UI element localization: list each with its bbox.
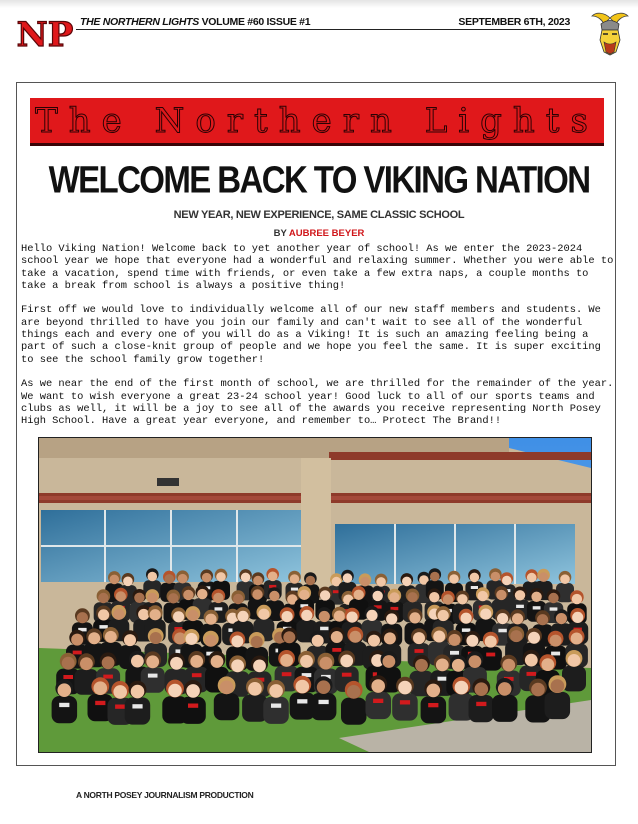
article-byline <box>0 228 638 239</box>
shirt-logo <box>63 675 73 679</box>
student-face <box>398 681 412 695</box>
article-paragraph: First off we would love to individually welcome all of our new staff members and students. We are beyond thrilled to have you join our family and can't wait to see all of the wonderful things each and every one of you will do as a Viking! It is such an amazing feeling being a part of such a close-knit group of people and we hope you feel the same. It is super exciting to see the school family grow together! <box>21 304 601 366</box>
student-face <box>205 635 217 647</box>
student-face <box>98 593 108 603</box>
student-face <box>123 577 133 587</box>
student-body <box>125 697 151 724</box>
group-photo <box>38 437 592 753</box>
student-face <box>280 654 293 667</box>
student-face <box>371 679 385 693</box>
shirt-logo <box>373 699 383 703</box>
student-face <box>211 655 224 668</box>
student-face <box>131 685 145 699</box>
masthead-title: The Northern Lights <box>35 100 599 141</box>
student-face <box>347 685 361 699</box>
student-face <box>187 610 198 621</box>
shirt-logo <box>99 625 107 629</box>
student-face <box>233 594 243 604</box>
student-face <box>340 655 353 668</box>
student-body <box>492 695 518 722</box>
student-face <box>301 610 312 621</box>
shirt-logo <box>551 652 560 656</box>
student-face <box>237 611 248 622</box>
student-face <box>77 612 88 623</box>
student-face <box>173 611 184 622</box>
student-face <box>269 591 279 601</box>
shirt-logo <box>282 672 292 676</box>
student-face <box>551 679 565 693</box>
student-face <box>213 593 223 603</box>
student-face <box>455 681 469 695</box>
group-photo-image <box>39 438 591 752</box>
student-face <box>58 683 72 697</box>
shirt-logo <box>471 586 478 589</box>
student-face <box>105 631 117 643</box>
shirt-logo <box>332 648 341 652</box>
student-face <box>148 572 158 582</box>
student-body <box>366 692 392 719</box>
student-face <box>539 572 549 582</box>
shirt-logo <box>73 651 82 655</box>
student-face <box>317 680 331 694</box>
student-face <box>165 574 175 584</box>
student-face <box>62 657 75 670</box>
student-face <box>248 682 262 696</box>
shirt-logo <box>103 675 113 679</box>
student-face <box>131 655 144 668</box>
np-logo-icon <box>16 14 74 55</box>
student-face <box>407 592 417 602</box>
student-face <box>376 577 386 587</box>
student-face <box>389 592 399 602</box>
student-face <box>116 591 126 601</box>
student-face <box>268 572 278 582</box>
shirt-logo <box>476 702 486 706</box>
student-face <box>202 573 212 583</box>
student-face <box>527 573 537 583</box>
student-body <box>421 696 447 723</box>
student-face <box>146 655 159 668</box>
student-face <box>541 658 554 671</box>
student-face <box>560 574 570 584</box>
shirt-logo <box>527 672 537 676</box>
header-divider <box>76 29 570 30</box>
student-face <box>497 613 508 624</box>
student-face <box>548 593 558 603</box>
shirt-logo <box>486 653 495 657</box>
shirt-logo <box>438 677 448 681</box>
student-face <box>124 634 136 646</box>
student-face <box>150 632 162 644</box>
shirt-logo <box>342 673 352 677</box>
student-body <box>545 692 571 719</box>
student-face <box>183 590 193 600</box>
student-face <box>331 631 343 643</box>
student-face <box>510 630 522 642</box>
shirt-logo <box>148 674 158 678</box>
student-face <box>354 590 364 600</box>
student-body <box>311 693 337 720</box>
student-face <box>347 612 358 623</box>
article-paragraph: Hello Viking Nation! Welcome back to yet another year of school! As we enter the 2023-2024 school year we hope that everyone had a wonderful and relaxing summer. Whether you were able to take a vacation, spend time with friends, or even take a few extra naps, a couple months to take a break from school is always a positive thing! <box>21 243 614 292</box>
student-face <box>360 577 370 587</box>
article-paragraph: As we near the end of the first month of school, we are thrilled for the remainder of the year. We want to wish everyone a great 23-24 school year! Good luck to all of our sports teams and clubs as well, it will be a joy to see all of the awards you receive representing North Posey High School. Have a great year everyone, and remember to… Protect The Brand!! <box>21 378 614 428</box>
student-face <box>452 659 465 672</box>
article-body <box>21 243 617 440</box>
student-body <box>263 697 289 724</box>
student-face <box>251 636 263 648</box>
student-face <box>449 574 459 584</box>
shirt-logo <box>400 700 410 704</box>
student-face <box>550 635 562 647</box>
shirt-logo <box>415 649 424 653</box>
shirt-logo <box>271 704 281 708</box>
shirt-logo <box>291 588 298 591</box>
student-face <box>433 631 445 643</box>
viking-mascot-icon <box>590 10 630 56</box>
student-face <box>252 589 262 599</box>
article-subheadline: NEW YEAR, NEW EXPERIENCE, SAME CLASSIC SCHOOL <box>173 209 465 221</box>
byline-author: AUBREE BEYER <box>288 228 365 239</box>
shirt-logo <box>95 701 105 705</box>
student-face <box>373 591 383 601</box>
student-face <box>449 634 461 646</box>
shirt-logo <box>320 627 328 631</box>
student-face <box>466 635 478 647</box>
student-face <box>496 590 506 600</box>
student-face <box>343 573 353 583</box>
publication-name: THE NORTHERN LIGHTS <box>80 16 199 28</box>
student-face <box>415 659 428 672</box>
student-face <box>147 593 157 603</box>
shirt-logo <box>428 703 438 707</box>
student-face <box>312 635 324 647</box>
student-face <box>409 612 420 623</box>
student-face <box>113 609 124 620</box>
shirt-logo <box>319 700 329 704</box>
student-face <box>478 591 488 601</box>
student-face <box>537 614 548 625</box>
student-face <box>498 682 512 696</box>
student-face <box>205 614 216 625</box>
student-face <box>568 654 581 667</box>
student-face <box>531 683 545 697</box>
student-face <box>525 654 538 667</box>
student-face <box>168 593 178 603</box>
student-face <box>443 594 453 604</box>
shirt-logo <box>550 607 558 610</box>
student-face <box>168 684 182 698</box>
masthead-banner <box>30 98 604 146</box>
student-face <box>368 635 380 647</box>
shirt-logo <box>115 705 125 709</box>
student-face <box>572 594 582 604</box>
shirt-logo <box>59 703 69 707</box>
shirt-logo <box>462 628 470 632</box>
student-face <box>528 632 540 644</box>
student-face <box>485 636 497 648</box>
student-face <box>531 592 541 602</box>
student-body <box>392 693 418 720</box>
student-face <box>296 680 310 694</box>
student-face <box>436 659 449 672</box>
student-face <box>469 655 482 668</box>
student-face <box>170 657 183 670</box>
student-face <box>457 594 467 604</box>
student-body <box>562 666 586 692</box>
student-face <box>438 610 449 621</box>
shirt-logo <box>450 651 459 655</box>
byline-prefix: BY <box>273 228 289 239</box>
student-face <box>349 631 361 643</box>
student-face <box>231 635 243 647</box>
student-face <box>290 574 300 584</box>
student-face <box>427 684 441 698</box>
student-body <box>180 697 206 724</box>
student-face <box>320 590 330 600</box>
student-face <box>102 656 115 669</box>
student-face <box>71 634 83 646</box>
student-face <box>320 657 333 670</box>
student-face <box>220 681 234 695</box>
student-face <box>113 685 127 699</box>
student-crowd <box>52 568 589 725</box>
student-face <box>502 659 515 672</box>
student-face <box>470 573 480 583</box>
student-face <box>269 684 283 698</box>
np-logo-text: NP <box>16 15 74 55</box>
shirt-logo <box>516 605 524 608</box>
student-body <box>52 696 78 723</box>
top-shade <box>0 0 638 8</box>
student-face <box>319 611 330 622</box>
student-face <box>197 589 207 599</box>
student-face <box>216 572 226 582</box>
student-face <box>515 590 525 600</box>
student-face <box>134 593 144 603</box>
student-face <box>480 609 491 620</box>
student-face <box>88 632 100 644</box>
student-body <box>341 698 367 725</box>
shirt-logo <box>533 606 541 609</box>
student-face <box>94 681 108 695</box>
student-face <box>571 633 583 645</box>
student-face <box>190 655 203 668</box>
student-face <box>283 631 295 643</box>
issue-date: SEPTEMBER 6TH, 2023 <box>458 16 570 28</box>
student-face <box>178 574 188 584</box>
student-face <box>334 611 345 622</box>
student-face <box>150 609 161 620</box>
shirt-logo <box>188 704 198 708</box>
student-face <box>300 655 313 668</box>
shirt-logo <box>215 607 223 610</box>
shirt-logo <box>192 673 202 677</box>
student-face <box>231 659 244 672</box>
student-face <box>413 632 425 644</box>
student-face <box>475 682 489 696</box>
student-face <box>98 609 109 620</box>
student-face <box>80 657 93 670</box>
student-face <box>491 572 501 582</box>
student-face <box>253 576 263 586</box>
student-face <box>556 613 567 624</box>
student-face <box>366 610 377 621</box>
student-face <box>402 577 412 587</box>
student-face <box>386 613 397 624</box>
student-body <box>214 693 240 720</box>
student-face <box>383 655 396 668</box>
student-face <box>306 576 316 586</box>
student-face <box>138 609 149 620</box>
volume-issue: VOLUME #60 ISSUE #1 <box>198 16 311 28</box>
student-face <box>299 590 309 600</box>
student-face <box>384 632 396 644</box>
student-face <box>253 660 266 673</box>
student-face <box>429 592 439 602</box>
student-face <box>110 575 120 585</box>
footer-credit: A NORTH POSEY JOURNALISM PRODUCTION <box>76 790 254 800</box>
shirt-logo <box>498 629 506 633</box>
header-publication-info <box>80 16 310 28</box>
student-face <box>430 572 440 582</box>
student-face <box>502 576 512 586</box>
student-body <box>469 695 495 722</box>
article-headline: WELCOME BACK TO VIKING NATION <box>48 158 590 201</box>
student-face <box>282 611 293 622</box>
student-face <box>461 613 472 624</box>
student-face <box>186 633 198 645</box>
student-face <box>241 573 251 583</box>
student-face <box>258 609 269 620</box>
shirt-logo <box>297 699 307 703</box>
student-face <box>572 612 583 623</box>
student-face <box>186 684 200 698</box>
shirt-logo <box>132 704 142 708</box>
student-face <box>512 613 523 624</box>
